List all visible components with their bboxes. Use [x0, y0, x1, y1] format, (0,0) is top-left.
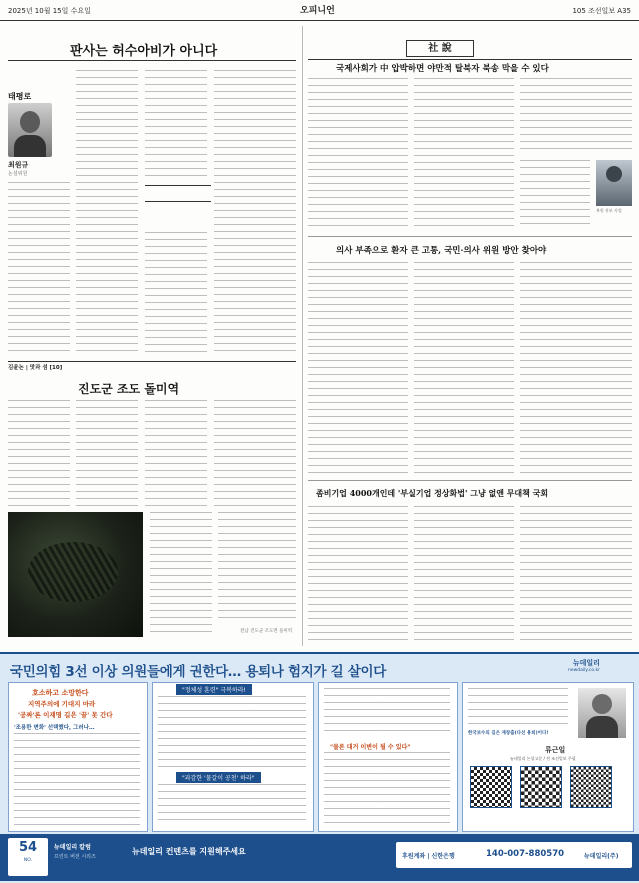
editorial2-body-2: [414, 262, 514, 474]
ad-col1-line1: 지역주의에 기대지 마라: [28, 700, 96, 708]
ad-col1-heading: 호소하고 소망한다: [32, 689, 89, 697]
editorial-photo: [596, 160, 632, 206]
columnist-photo: [578, 688, 626, 738]
column-body-5: [214, 70, 296, 355]
divider: [8, 60, 296, 61]
support-headline: 뉴데일리 컨텐츠를 지원해주세요: [132, 847, 246, 856]
column-body-3: [145, 70, 207, 178]
ad-col2-body-1: [158, 696, 306, 770]
editorial3-body-2: [414, 506, 514, 646]
editorial1-body-3: [520, 78, 632, 152]
issue-date: 2025년 10월 15일 수요일: [8, 7, 91, 15]
ad-col3-body-1: [324, 688, 450, 736]
editorial-headline-2: 의사 부족으로 환자 큰 고통, 국민·의사 위원 방안 찾아야: [336, 246, 547, 256]
column-label: 태평로: [8, 91, 32, 101]
ad-col2-tag1: "정체성 훈련" 극복하라!: [176, 684, 252, 695]
feature-body-6: [218, 512, 296, 622]
account-holder: 뉴데일리(주): [584, 853, 619, 860]
seaweed-photo: [8, 512, 143, 637]
divider: [8, 361, 296, 362]
pull-quote: [145, 185, 211, 202]
editorial-photo-caption: 복원 홍보 사업: [596, 208, 622, 213]
feature-headline: 진도군 조도 돌미역: [78, 382, 180, 396]
series-badge: [8, 838, 48, 876]
editorial3-body-1: [308, 506, 408, 646]
signature-name: 류근일: [545, 745, 566, 754]
ad-col1-line2: '공짜'론 이재명 길은 '끝' 못 간다: [18, 711, 113, 719]
editorial-headline-1: 국제사회가 中 압박하면 야만적 탈북자 북송 막을 수 있다: [336, 64, 549, 74]
editorial3-body-3: [520, 506, 632, 646]
ad-title: 국민의힘 3선 이상 의원들에게 권한다… 용퇴나 험지가 길 살이다: [10, 664, 387, 680]
editorial1-body-2: [414, 78, 514, 230]
editorial-headline-3: 좀비기업 4000개인데 '부실기업 정상화법' 그냥 없앤 무대책 국회: [316, 488, 549, 498]
series-no-label: NO.: [23, 858, 33, 863]
ad-brand-name: 뉴데일리: [572, 659, 600, 667]
page-header: [0, 0, 639, 21]
page-number: 105 조선일보 A35: [572, 7, 631, 15]
editorial-label: [406, 40, 474, 57]
ad-col1-sub: '조용한 변화' 선택했다, 그러나…: [14, 725, 95, 731]
feature-body-5: [150, 512, 212, 632]
divider: [308, 236, 632, 237]
author-photo: [8, 103, 52, 157]
ad-col4-sub: 한국보수의 길은 재창출(다선 용퇴)이다!: [468, 731, 549, 736]
section-name: 오피니언: [300, 6, 335, 16]
ad-col3-quote: "물론 대거 이변이 될 수 있다": [330, 744, 411, 751]
author-role: 논설위원: [8, 171, 28, 177]
editorial1-body-4: [520, 160, 590, 230]
feature-body-2: [76, 400, 138, 510]
author-name: 최원규: [8, 161, 29, 169]
ad-brand-url: newdaily.co.kr: [568, 668, 600, 673]
qr-code-3[interactable]: [570, 766, 612, 808]
editorial1-body-1: [308, 78, 408, 230]
feature-series-label: 김윤논 | 맛과 섬 [10]: [8, 365, 63, 371]
column-body-1: [8, 182, 70, 352]
divider: [308, 59, 632, 60]
series-label: 뉴데일리 칼럼: [54, 844, 91, 851]
feature-body-4: [214, 400, 296, 510]
column-body-2: [76, 70, 138, 355]
qr-code-2[interactable]: [520, 766, 562, 808]
feature-body-3: [145, 400, 207, 510]
ad-col4-body: [468, 688, 568, 728]
account-number[interactable]: 140-007-880570: [486, 849, 565, 859]
series-number: 54: [18, 840, 38, 855]
ad-col2-body-2: [158, 784, 306, 826]
column-divider: [302, 26, 303, 646]
feature-body-1: [8, 400, 70, 510]
column-headline: 판사는 허수아비가 아니다: [70, 44, 218, 59]
series-sub: 프린트 버전 시리즈: [54, 854, 96, 860]
feature-caption: 전남 진도군 조도면 돌미역: [240, 629, 293, 634]
signature-role: 뉴데일리 논설고문 / 전 조선일보 주필: [510, 756, 576, 761]
ad-col3-body-2: [324, 752, 450, 826]
ad-col2-tag2: "과감한 '물갈이 공천' 하라": [176, 772, 261, 783]
editorial2-body-1: [308, 262, 408, 474]
divider: [308, 480, 632, 481]
column-body-4: [145, 232, 207, 355]
account-label: 후원계좌 | 신한은행: [402, 853, 455, 860]
ad-col1-body: [14, 733, 140, 825]
editorial2-body-3: [520, 262, 632, 474]
qr-code-1[interactable]: [470, 766, 512, 808]
editorial-label-text: 社 說: [428, 43, 452, 54]
ad-brand: [568, 658, 600, 673]
